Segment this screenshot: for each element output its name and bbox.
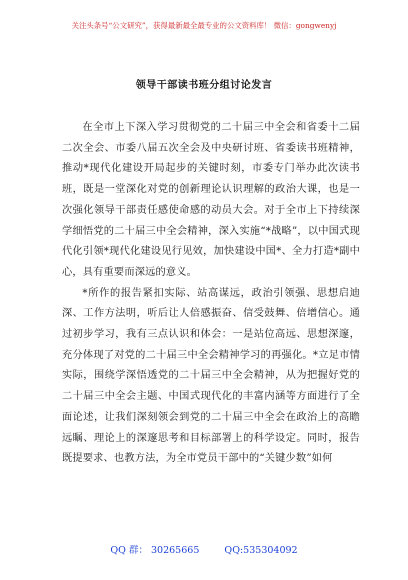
footer-qq: QQ:535304092 [224, 545, 298, 556]
document-title: 领导干部读书班分组讨论发言 [135, 80, 273, 91]
body-paragraph: 在全市上下深入学习贯彻党的二十届三中全会和省委十二届二次全会、市委八届五次全会及中央研讨班、省委读书班精神，推动*现代化建设开局起步的关键时刻，市委专门举办此次读书班，既是一堂深化对党的创新理论认识理解的政治大课，也是一次强化领导干部责任感使命感的动员大会。对于全市上下持续深学细悟党的二十届三中全会精神，深入实施“*战略”，以中国式现代化引领*现代化建设见行见效，加快建设中国*、全力打造*副中心，具有重要而深远的意义。 [62, 122, 360, 278]
document-body [62, 118, 360, 470]
body-paragraph: *所作的报告紧扣实际、站高谋远，政治引领强、思想启迪深、工作方法明，听后让人倍感振奋、信受鼓舞、倍增信心。通过初步学习，我有三点认识和体会：一是站位高远、思想深邃，充分体现了对党的二十届三中全会精神学习的再强化。*立足市情实际，围绕学深悟透党的二十届三中全会精神，从为把握好党的二十届三中全会主题、中国式现代化的丰富内涵等方面进行了全面论述，让我们深刻领会到党的二十届三中全会在政治上的高瞻远瞩、理论上的深邃思考和目标部署上的科学设定。同时，报告既提要求、也教方法，为全市党员干部中的“关键少数”如何 [62, 287, 360, 465]
footer-contact [0, 542, 408, 556]
footer-qq-group: QQ 群： 30265665 [110, 545, 200, 556]
header-promo-note: 关注头条号“公文研究”，获得最新最全最专业的公文资料库！ 微信：gongwenyj [71, 21, 337, 30]
